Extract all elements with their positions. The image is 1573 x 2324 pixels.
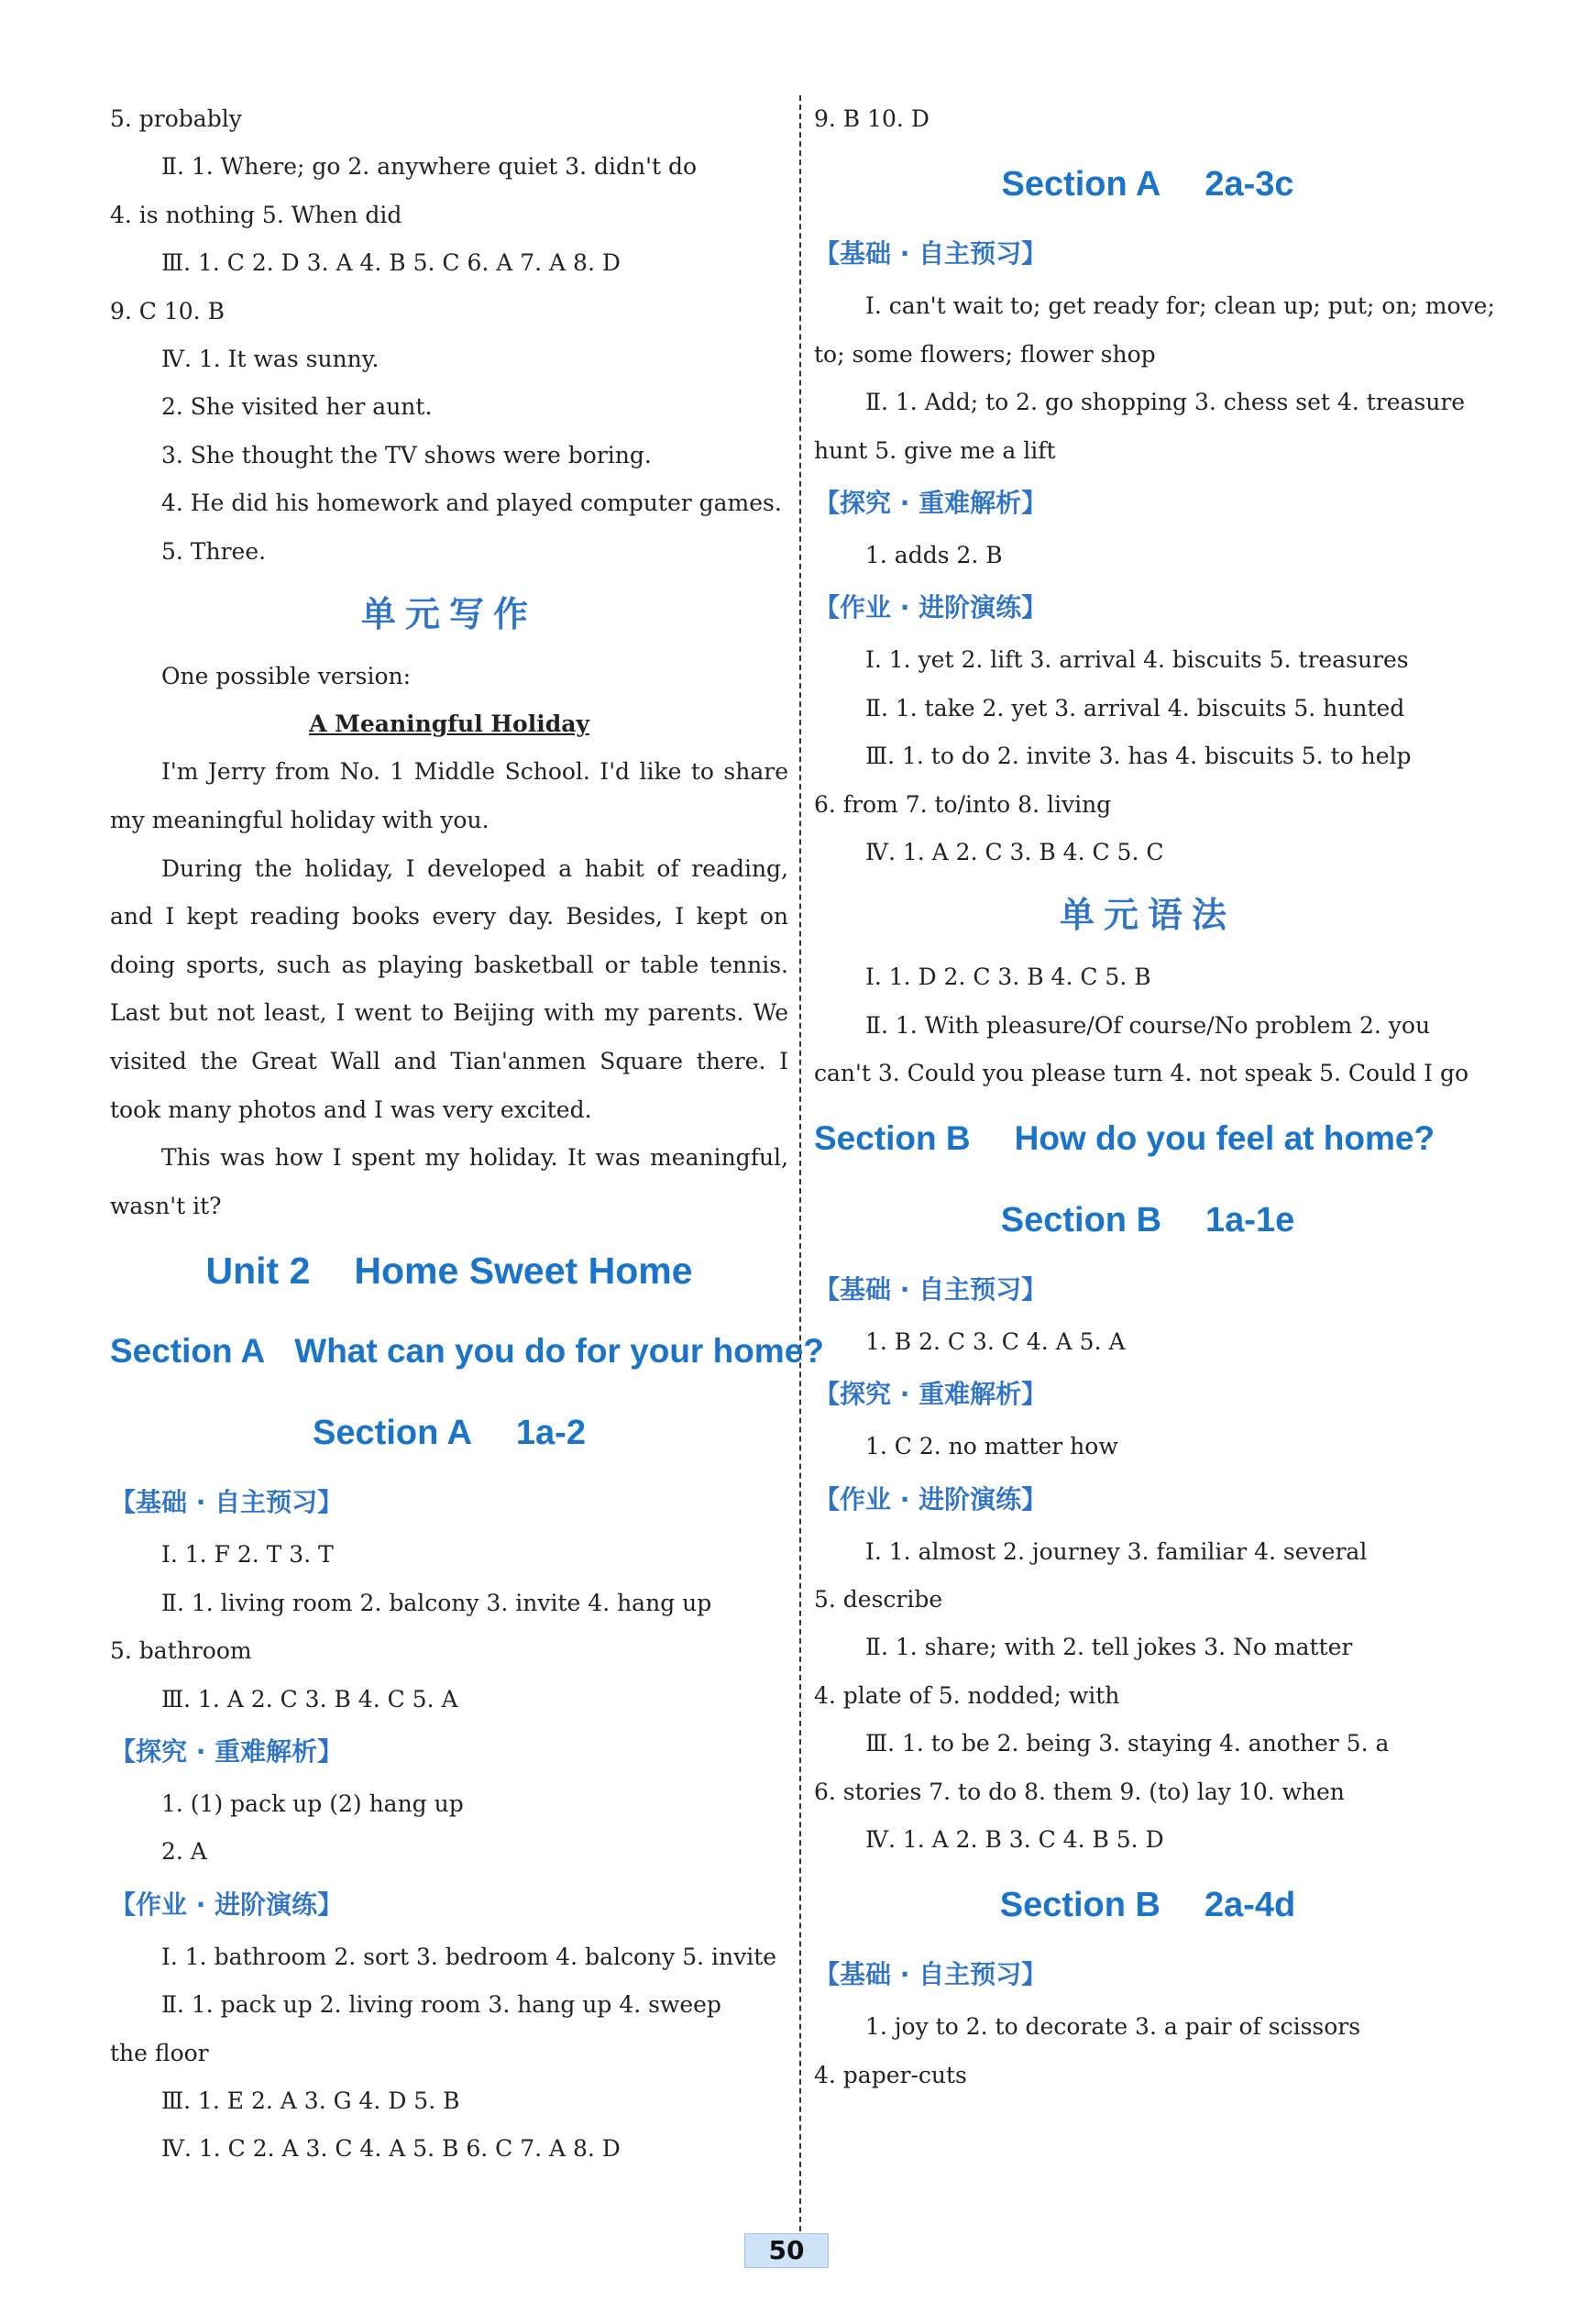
- answer-line: 5. bathroom: [110, 1637, 252, 1665]
- answer-line: Ⅱ. 1. Add; to 2. go shopping 3. chess set 4. treasure: [865, 389, 1466, 416]
- page-number: 50: [744, 2233, 829, 2268]
- answer-line: Ⅰ. can't wait to; get ready for; clean up; put; on; move;: [865, 292, 1495, 320]
- section-heading: [110, 1392, 788, 1474]
- answer-line: 9. B 10. D: [814, 105, 930, 132]
- section-b-label: Section B: [814, 1118, 971, 1157]
- answer-line: Ⅳ. 1. It was sunny.: [161, 346, 380, 373]
- answer-line: 2. She visited her aunt.: [161, 393, 433, 421]
- unit-number: Unit 2: [205, 1250, 311, 1293]
- essay-title: A Meaningful Holiday: [309, 710, 589, 738]
- answer-line: Ⅱ. 1. With pleasure/Of course/No problem 2. you: [865, 1011, 1431, 1039]
- tag-homework: 【作业 · 进阶演练】: [814, 592, 1048, 623]
- section-a-question: What can you do for your home?: [294, 1332, 824, 1371]
- section-heading-title: Section B: [1000, 1200, 1162, 1239]
- essay-paragraph: During the holiday, I developed a habit of reading, and I kept reading books every day. Besides, I kept on doing sports, such as playing basketball or table tennis. Last but not least, I went to Beijing with my parents. We visited the Great Wall and Tian'anmen Square there. I took many photos and I was very excited.: [110, 854, 788, 1123]
- section-heading: [814, 143, 1481, 226]
- grammar-heading: 单元语法: [1059, 895, 1236, 936]
- answer-line: Ⅲ. 1. A 2. C 3. B 4. C 5. A: [161, 1685, 458, 1713]
- answer-line: Ⅳ. 1. C 2. A 3. C 4. A 5. B 6. C 7. A 8. D: [161, 2135, 621, 2163]
- right-column: [814, 95, 1495, 2099]
- tag-homework: 【作业 · 进阶演练】: [110, 1889, 344, 1920]
- answer-line: Ⅲ. 1. to do 2. invite 3. has 4. biscuits 5. to help: [865, 743, 1412, 770]
- answer-line: 1. C 2. no matter how: [865, 1433, 1118, 1460]
- section-heading-range: 1a-1e: [1205, 1200, 1295, 1239]
- answer-line: 4. paper-cuts: [814, 2061, 967, 2088]
- answer-line: 6. from 7. to/into 8. living: [814, 790, 1112, 818]
- section-b-title: [814, 1098, 1481, 1179]
- answer-line: 1. adds 2. B: [865, 542, 1003, 569]
- tag-basic: 【基础 · 自主预习】: [814, 1273, 1048, 1305]
- answer-line: Ⅱ. 1. living room 2. balcony 3. invite 4. hang up: [161, 1589, 712, 1616]
- answer-line: Ⅳ. 1. A 2. C 3. B 4. C 5. C: [865, 839, 1164, 866]
- section-heading-range: 2a-4d: [1204, 1886, 1296, 1925]
- essay-paragraph: I'm Jerry from No. 1 Middle School. I'd like to share my meaningful holiday with you.: [110, 758, 788, 834]
- section-b-question: How do you feel at home?: [1014, 1118, 1436, 1157]
- answer-line: Ⅳ. 1. A 2. B 3. C 4. B 5. D: [865, 1825, 1164, 1853]
- left-column: [110, 95, 824, 2174]
- answer-line: 4. is nothing 5. When did: [110, 201, 402, 228]
- tag-explore: 【探究 · 重难解析】: [110, 1736, 344, 1768]
- tag-explore: 【探究 · 重难解析】: [814, 1379, 1048, 1410]
- answer-line: 6. stories 7. to do 8. them 9. (to) lay 10. when: [814, 1778, 1345, 1805]
- answer-line: Ⅰ. 1. almost 2. journey 3. familiar 4. several: [865, 1537, 1368, 1565]
- answer-line: 5. probably: [110, 105, 242, 132]
- answer-line: Ⅰ. 1. yet 2. lift 3. arrival 4. biscuits 5. treasures: [865, 646, 1409, 674]
- unit-name: Home Sweet Home: [354, 1250, 693, 1293]
- unit-heading: [110, 1230, 788, 1311]
- section-heading-range: 1a-2: [515, 1414, 586, 1453]
- answer-line: Ⅱ. 1. pack up 2. living room 3. hang up 4. sweep: [161, 1991, 721, 2019]
- answer-line: the floor: [110, 2039, 209, 2066]
- column-divider: [799, 95, 801, 2231]
- answer-line: 4. plate of 5. nodded; with: [814, 1681, 1120, 1709]
- answer-line: can't 3. Could you please turn 4. not speak 5. Could I go: [814, 1060, 1469, 1087]
- answer-line: 9. C 10. B: [110, 297, 225, 325]
- section-heading-range: 2a-3c: [1204, 165, 1294, 204]
- answer-line: 2. A: [161, 1838, 207, 1866]
- section-a-label: Section A: [110, 1332, 266, 1371]
- answer-line: Ⅰ. 1. F 2. T 3. T: [161, 1541, 334, 1569]
- answer-line: Ⅱ. 1. Where; go 2. anywhere quiet 3. didn't do: [161, 153, 698, 181]
- answer-line: 5. Three.: [161, 537, 267, 565]
- answer-line: Ⅲ. 1. to be 2. being 3. staying 4. another 5. a: [865, 1730, 1390, 1757]
- section-a-title: [110, 1311, 824, 1392]
- tag-basic: 【基础 · 自主预习】: [814, 238, 1048, 270]
- tag-explore: 【探究 · 重难解析】: [814, 488, 1048, 519]
- section-heading: [814, 1864, 1481, 1946]
- section-heading: [814, 1179, 1481, 1261]
- answer-line: hunt 5. give me a lift: [814, 436, 1056, 464]
- essay-paragraph: This was how I spent my holiday. It was meaningful, wasn't it?: [110, 1144, 788, 1219]
- tag-homework: 【作业 · 进阶演练】: [814, 1483, 1048, 1514]
- section-heading-title: Section A: [313, 1414, 472, 1453]
- answer-line: 1. B 2. C 3. C 4. A 5. A: [865, 1327, 1126, 1355]
- answer-line: to; some flowers; flower shop: [814, 340, 1156, 368]
- answer-line: 3. She thought the TV shows were boring.: [161, 441, 652, 468]
- tag-basic: 【基础 · 自主预习】: [110, 1487, 344, 1518]
- answer-line: 1. (1) pack up (2) hang up: [161, 1790, 464, 1818]
- answer-line: 5. describe: [814, 1585, 943, 1613]
- answer-line: Ⅰ. 1. bathroom 2. sort 3. bedroom 4. balcony 5. invite: [161, 1943, 777, 1970]
- answer-line: Ⅰ. 1. D 2. C 3. B 4. C 5. B: [865, 964, 1151, 991]
- answer-line: Ⅲ. 1. E 2. A 3. G 4. D 5. B: [161, 2087, 460, 2115]
- tag-basic: 【基础 · 自主预习】: [814, 1959, 1048, 1990]
- section-heading-title: Section B: [999, 1886, 1160, 1925]
- answer-line: 4. He did his homework and played computer games.: [161, 490, 782, 517]
- answer-line: 1. joy to 2. to decorate 3. a pair of scissors: [865, 2013, 1361, 2041]
- essay-intro: One possible version:: [161, 663, 412, 690]
- answer-line: Ⅱ. 1. share; with 2. tell jokes 3. No matter: [865, 1634, 1353, 1661]
- answer-line: Ⅲ. 1. C 2. D 3. A 4. B 5. C 6. A 7. A 8. D: [161, 249, 621, 277]
- answer-line: Ⅱ. 1. take 2. yet 3. arrival 4. biscuits 5. hunted: [865, 694, 1405, 721]
- writing-heading: 单元写作: [360, 594, 537, 635]
- section-heading-title: Section A: [1001, 165, 1161, 204]
